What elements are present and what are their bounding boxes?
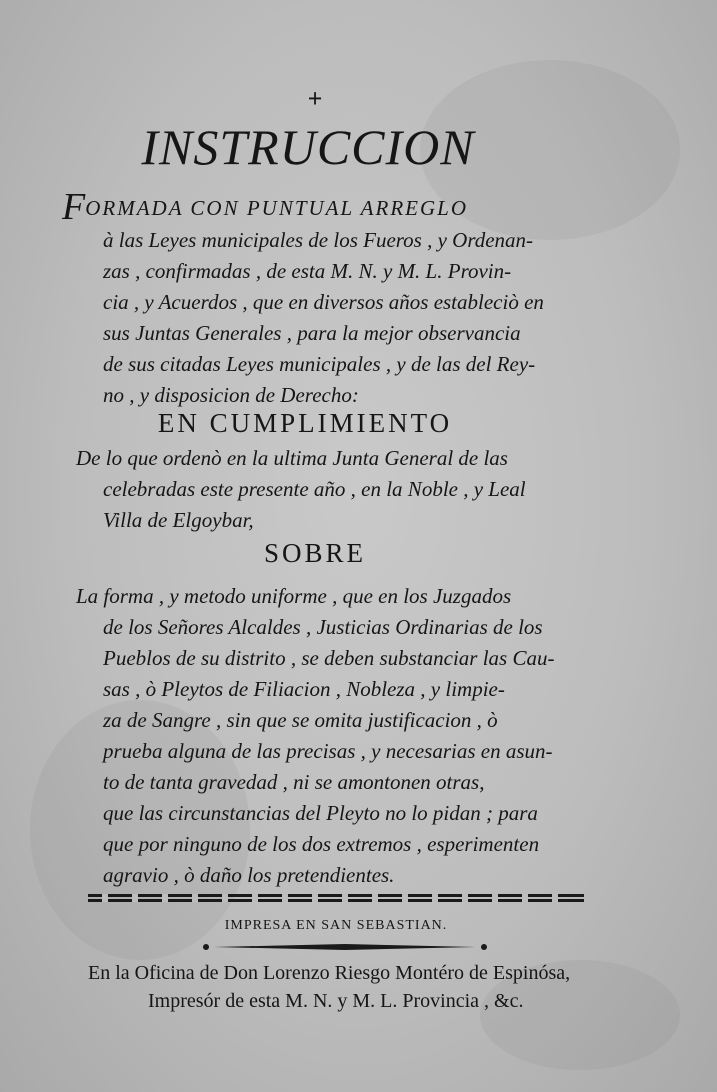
intro-lead-line (62, 188, 468, 226)
section1-line: celebradas este presente año , en la Noble , y Leal (103, 477, 526, 501)
intro-line: de sus citadas Leyes municipales , y de las del Rey- (103, 352, 536, 376)
section2-line: que por ninguno de los dos extremos , esperimenten (103, 832, 540, 856)
section2-line: prueba alguna de las precisas , y necesarias en asun- (103, 739, 553, 763)
imprint-line: IMPRESA EN SAN SEBASTIAN. (224, 918, 448, 933)
document-title: INSTRUCCION (141, 119, 475, 175)
intro-line: à las Leyes municipales de los Fueros , y Ordenan- (103, 228, 534, 252)
section2-line: za de Sangre , sin que se omita justificacion , ò (103, 708, 498, 732)
publisher-line: Impresór de esta M. N. y M. L. Provincia , &c. (148, 990, 524, 1012)
intro-line: sus Juntas Generales , para la mejor observancia (103, 321, 521, 345)
section2-line: de los Señores Alcaldes , Justicias Ordinarias de los (103, 615, 543, 639)
intro-line: no , y disposicion de Derecho: (103, 383, 359, 407)
section1-line: De lo que ordenò en la ultima Junta General de las (76, 446, 508, 470)
section2-line: to de tanta gravedad , ni se amontonen otras, (103, 770, 485, 794)
section2-line: Pueblos de su distrito , se deben substanciar las Cau- (103, 646, 555, 670)
section2-line: sas , ò Pleytos de Filiacion , Nobleza , y limpie- (103, 677, 505, 701)
intro-line: zas , confirmadas , de esta M. N. y M. L. Provin- (103, 259, 512, 283)
section-heading-cumplimiento: EN CUMPLIMIENTO (157, 408, 453, 438)
section-heading-sobre: SOBRE (263, 538, 367, 568)
intro-lead: ORMADA CON PUNTUAL ARREGLO (85, 196, 468, 220)
section2-line: La forma , y metodo uniforme , que en los Juzgados (76, 584, 512, 608)
small-ornament-rule (200, 942, 490, 952)
section2-line: agravio , ò daño los pretendientes. (103, 863, 395, 887)
ornamental-rule (88, 894, 584, 904)
drop-cap: F (62, 186, 86, 228)
section2-line: que las circunstancias del Pleyto no lo pidan ; para (103, 801, 538, 825)
section1-line: Villa de Elgoybar, (103, 508, 254, 532)
publisher-line: En la Oficina de Don Lorenzo Riesgo Montéro de Espinósa, (88, 962, 571, 984)
intro-line: cia , y Acuerdos , que en diversos años estableciò en (103, 290, 544, 314)
cross-ornament: + (307, 84, 323, 113)
